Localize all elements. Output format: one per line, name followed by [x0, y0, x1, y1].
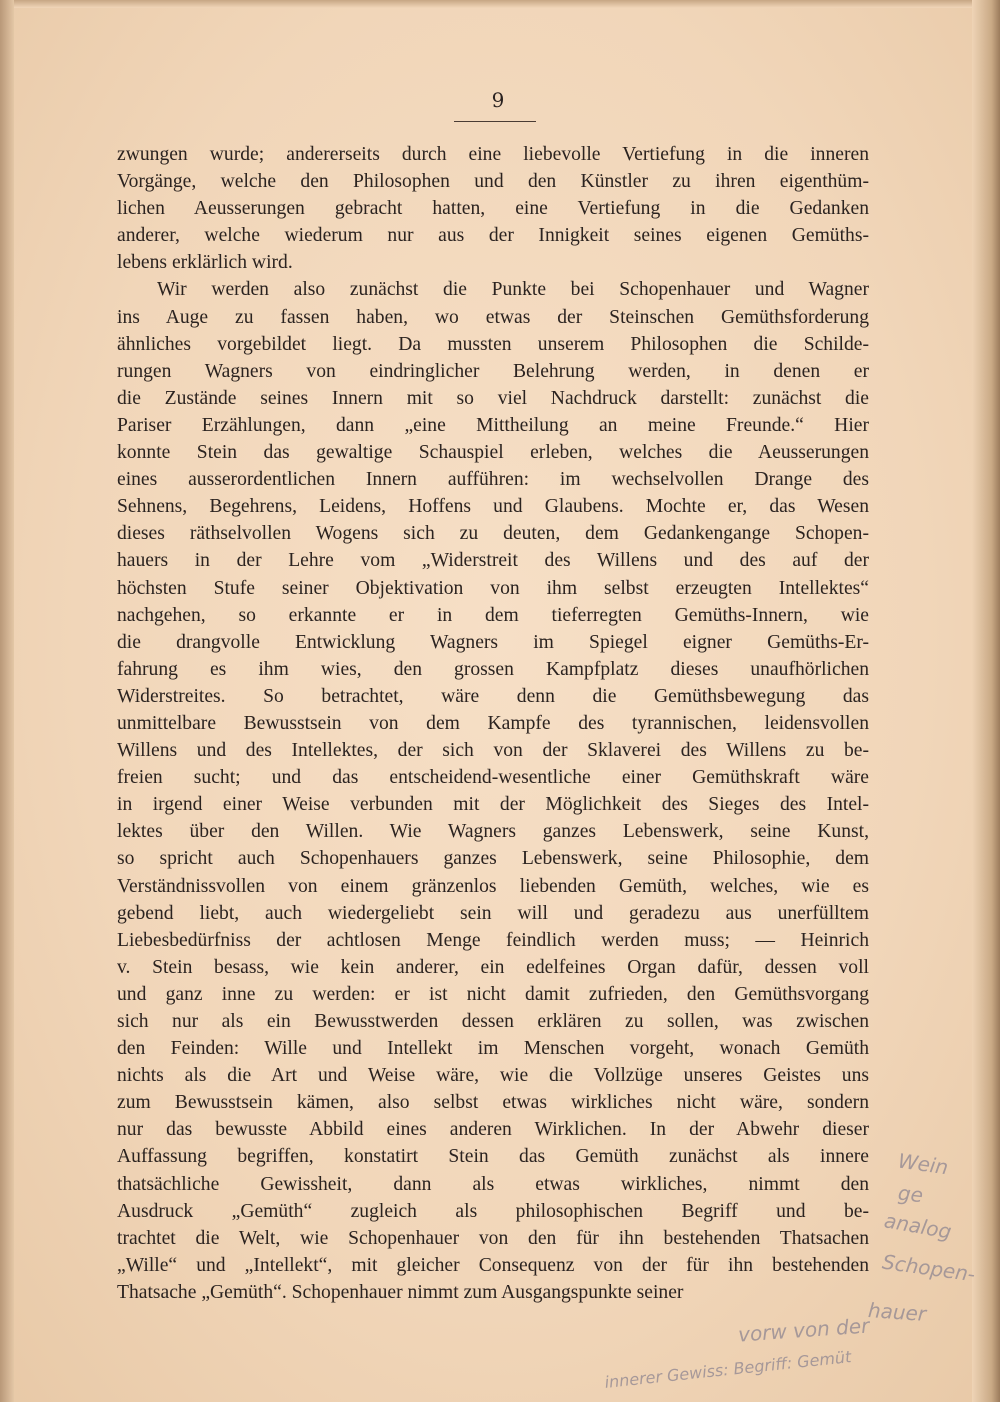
- text-line: rungen Wagners von eindringlicher Belehrung werden, in denen er: [117, 360, 869, 382]
- text-line: höchsten Stufe seiner Objektivation von ihm selbst erzeugten Intellektes“: [117, 577, 869, 599]
- text-line: fahrung es ihm wies, den grossen Kampfplatz dieses unaufhörlichen: [117, 658, 869, 680]
- text-line: nachgehen, so erkannte er in dem tieferregten Gemüths-Innern, wie: [117, 604, 869, 626]
- text-line: so spricht auch Schopenhauers ganzes Lebenswerk, seine Philosophie, dem: [117, 848, 869, 870]
- text-line: lektes über den Willen. Wie Wagners ganzes Lebenswerk, seine Kunst,: [117, 821, 869, 843]
- page-left-edge: [0, 0, 14, 1402]
- margin-note: innerer Gewiss: Begriff: Gemüt: [603, 1347, 853, 1392]
- text-line: sich nur als ein Bewusstwerden dessen erklären zu sollen, was zwischen: [117, 1011, 869, 1032]
- text-line: gebend liebt, auch wiedergeliebt sein will und geradezu aus unerfülltem: [117, 902, 869, 924]
- margin-note: Schopen-: [880, 1249, 977, 1287]
- text-line: trachtet die Welt, wie Schopenhauer von den für ihn bestehenden Thatsachen: [117, 1227, 869, 1249]
- text-line: Thatsache „Gemüth“. Schopenhauer nimmt zum Ausgangspunkte seiner: [117, 1281, 684, 1303]
- margin-note: analog: [882, 1208, 954, 1244]
- text-line: die drangvolle Entwicklung Wagners im Spiegel eigner Gemüths-Er-: [117, 631, 869, 653]
- text-line: „Wille“ und „Intellekt“, mit gleicher Consequenz von der für ihn bestehenden: [117, 1254, 869, 1276]
- text-line: dieses räthselvollen Wogens sich zu deuten, dem Gedankengange Schopen-: [117, 523, 869, 545]
- text-line: eines ausserordentlichen Innern aufführen: im wechselvollen Drange des: [117, 469, 869, 491]
- margin-note: hauer: [867, 1298, 927, 1326]
- text-line: Liebesbedürfniss der achtlosen Menge feindlich werden muss; — Heinrich: [117, 929, 869, 951]
- page-number-rule: [454, 121, 536, 122]
- text-line: nichts als die Art und Weise wäre, wie die Vollzüge unseres Geistes uns: [117, 1065, 869, 1087]
- body-text: [117, 141, 869, 1306]
- text-line: Verständnissvollen von einem gränzenlos liebenden Gemüth, welches, wie es: [117, 875, 869, 897]
- text-line: ins Auge zu fassen haben, wo etwas der Steinschen Gemüthsforderung: [117, 306, 869, 328]
- text-line: Auffassung begriffen, konstatirt Stein das Gemüth zunächst als innere: [117, 1146, 869, 1168]
- text-line: Willens und des Intellektes, der sich von der Sklaverei des Willens zu be-: [117, 740, 869, 762]
- text-line: Widerstreites. So betrachtet, wäre denn die Gemüthsbewegung das: [117, 685, 869, 707]
- text-line: lebens erklärlich wird.: [117, 252, 293, 274]
- text-line: ähnliches vorgebildet liegt. Da mussten unserem Philosophen die Schilde-: [117, 333, 869, 355]
- text-line: Wir werden also zunächst die Punkte bei Schopenhauer und Wagner: [157, 279, 869, 301]
- text-line: die Zustände seines Innern mit so viel Nachdruck darstellt: zunächst die: [117, 387, 869, 409]
- margin-note: ge: [896, 1180, 925, 1208]
- margin-note: Wein: [896, 1148, 950, 1180]
- page-right-edge: [972, 0, 1000, 1402]
- text-line: thatsächliche Gewissheit, dann als etwas wirkliches, nimmt den: [117, 1173, 869, 1195]
- text-line: nur das bewusste Abbild eines anderen Wirklichen. In der Abwehr dieser: [117, 1119, 869, 1141]
- text-line: in irgend einer Weise verbunden mit der Möglichkeit des Sieges des Intel-: [117, 794, 869, 816]
- text-line: freien sucht; und das entscheidend-wesentliche einer Gemüthskraft wäre: [117, 767, 869, 789]
- page-number: 9: [491, 88, 505, 112]
- text-line: hauers in der Lehre vom „Widerstreit des Willens und des auf der: [117, 550, 869, 572]
- text-line: den Feinden: Wille und Intellekt im Menschen vorgeht, wonach Gemüth: [117, 1038, 869, 1060]
- text-line: lichen Aeusserungen gebracht hatten, eine Vertiefung in die Gedanken: [117, 198, 869, 220]
- text-line: Vorgänge, welche den Philosophen und den Künstler zu ihren eigenthüm-: [117, 171, 869, 193]
- text-line: v. Stein besass, wie kein anderer, ein edelfeines Organ dafür, dessen voll: [117, 956, 869, 978]
- text-line: zwungen wurde; andererseits durch eine liebevolle Vertiefung in die inneren: [117, 144, 869, 165]
- text-line: zum Bewusstsein kämen, also selbst etwas wirkliches nicht wäre, sondern: [117, 1092, 869, 1114]
- text-line: und ganz inne zu werden: er ist nicht damit zufrieden, den Gemüthsvorgang: [117, 983, 869, 1005]
- margin-note: vorw von der: [737, 1313, 871, 1347]
- text-line: Sehnens, Begehrens, Leidens, Hoffens und Glaubens. Mochte er, das Wesen: [117, 496, 869, 518]
- page-top-edge: [0, 0, 1000, 8]
- text-line: unmittelbare Bewusstsein von dem Kampfe des tyrannischen, leidensvollen: [117, 712, 869, 734]
- text-line: konnte Stein das gewaltige Schauspiel erleben, welches die Aeusserungen: [117, 442, 869, 464]
- text-line: Ausdruck „Gemüth“ zugleich als philosophischen Begriff und be-: [117, 1200, 869, 1222]
- text-line: anderer, welche wiederum nur aus der Innigkeit seines eigenen Gemüths-: [117, 225, 869, 247]
- text-line: Pariser Erzählungen, dann „eine Mittheilung an meine Freunde.“ Hier: [117, 414, 869, 436]
